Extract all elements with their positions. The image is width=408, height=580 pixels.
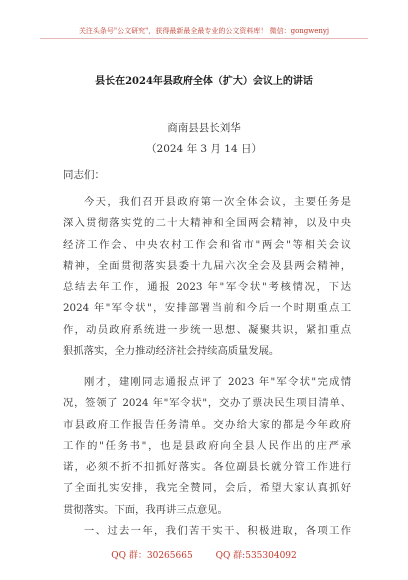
paragraph-line: 2024 年"军令状"，安排部署当前和今后一个时期重点工	[63, 302, 351, 315]
header-divider	[40, 38, 368, 39]
paragraph-line: 精神，全面贯彻落实县委十九届六次全会及县两会精神，	[63, 259, 351, 272]
document-author: 商南县县长刘华	[167, 122, 241, 134]
footer-qq-group-1: QQ 群：30265665	[111, 551, 193, 561]
salutation: 同志们：	[63, 169, 105, 181]
paragraph-line: 刚才，建刚同志通报点评了 2023 年"军令状"完成情	[84, 376, 351, 389]
paragraph-line: 总结去年工作，通报 2023 年"军令状"考核情况，下达	[63, 281, 351, 294]
paragraph-line: 深入贯彻落实党的二十大精神和全国两会精神，以及中央	[63, 217, 351, 230]
paragraph-line: 今天，我们召开县政府第一次全体会议，主要任务是	[84, 196, 351, 208]
paragraph-line: 狠抓落实，全力推动经济社会持续高质量发展。	[63, 344, 280, 357]
paragraph-line: 经济工作会、中央农村工作会和省市"两会"等相关会议	[63, 238, 351, 251]
paragraph-line: 了全面扎实安排，我完全赞同，会后，希望大家认真抓好	[63, 482, 351, 495]
paragraph-line: 市县政府工作报告任务清单。交办给大家的都是今年政府	[63, 418, 351, 431]
paragraph-line: 贯彻落实。下面，我再讲三点意见。	[63, 503, 228, 516]
document-title: 县长在2024年县政府全体（扩大）会议上的讲话	[95, 76, 313, 87]
paragraph-line: 工作的"任务书"，也是县政府向全县人民作出的庄严承	[63, 439, 351, 452]
header-banner: 关注头条号"公文研究"，获得最新最全最专业的公文资料库！ 微信：gongwenyj	[78, 27, 330, 35]
footer-qq-group-2: QQ 群:535304092	[215, 551, 297, 561]
paragraph-line: 况，签领了 2024 年"军令状"，交办了票决民生项目清单、	[63, 397, 351, 410]
footer-contact	[0, 548, 408, 561]
paragraph-line: 诺，必须不折不扣抓好落实。各位副县长就分管工作进行	[63, 461, 351, 474]
paragraph-line: 作，动员政府系统进一步统一思想、凝聚共识，紧扣重点	[63, 323, 351, 336]
paragraph-line: 一、过去一年，我们苦干实干、积极进取，各项工作	[84, 525, 351, 537]
document-date: （2024 年 3 月 14 日）	[146, 143, 262, 155]
